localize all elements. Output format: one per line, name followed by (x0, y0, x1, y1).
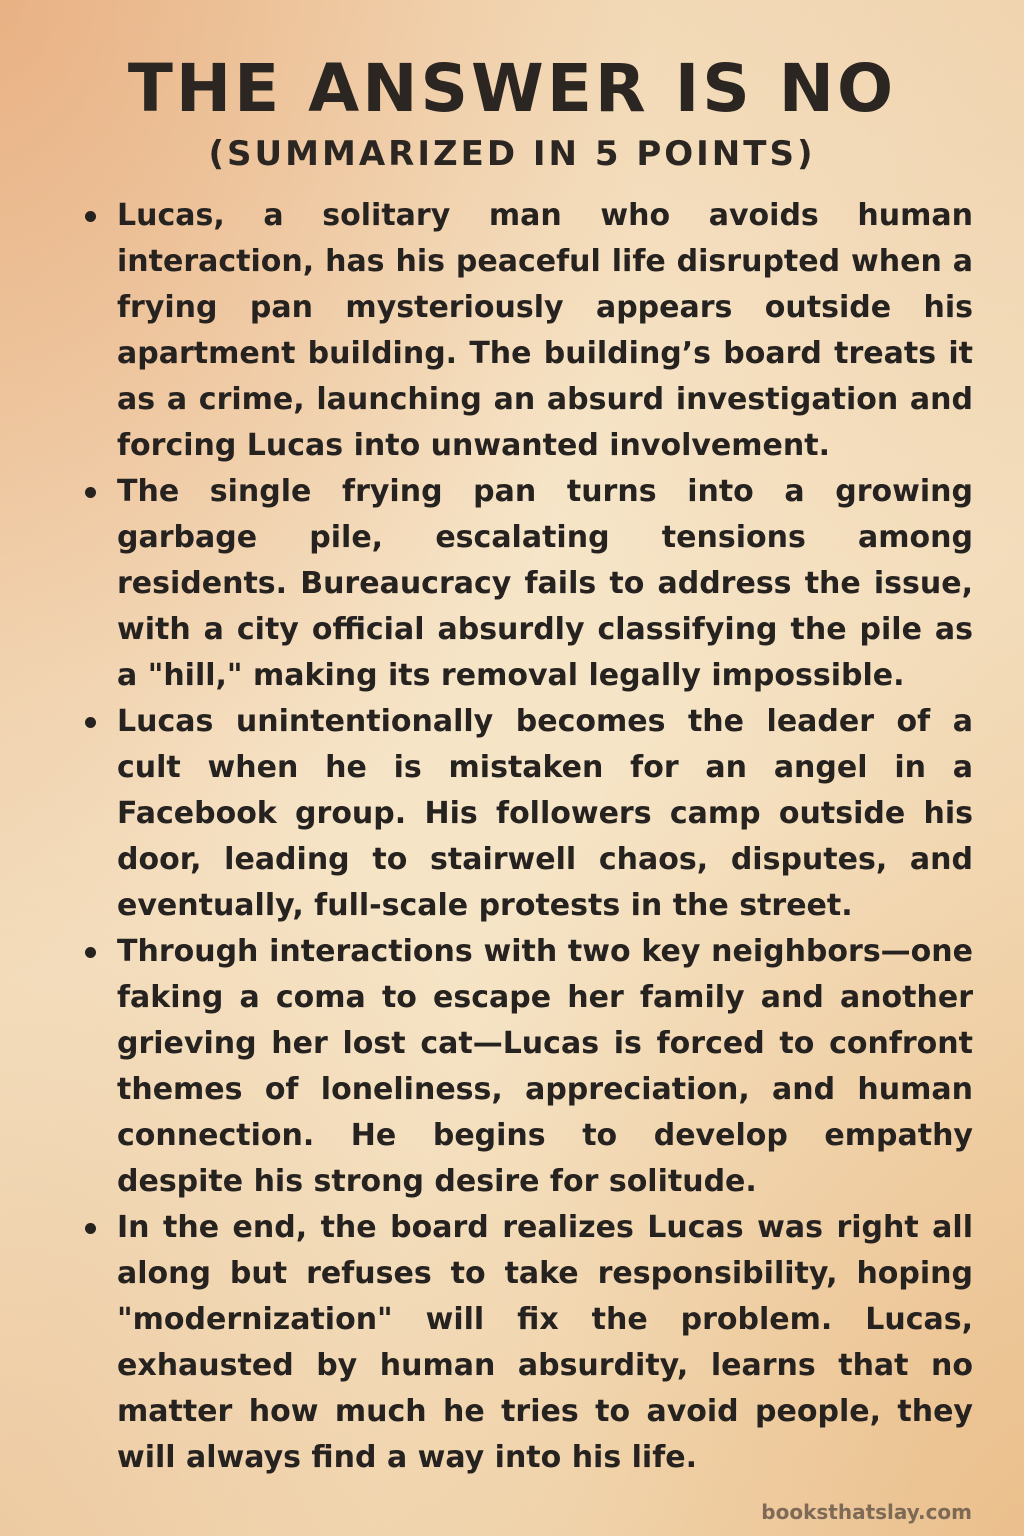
bullet-icon (85, 487, 96, 498)
summary-point (80, 699, 973, 929)
summary-point (80, 469, 973, 699)
summary-points-list (80, 193, 973, 1481)
site-watermark: booksthatslay.com (761, 1500, 972, 1524)
bullet-icon (85, 947, 96, 958)
bullet-icon (85, 1223, 96, 1234)
bullet-icon (85, 717, 96, 728)
poster-title: THE ANSWER IS NO (127, 50, 897, 127)
bullet-icon (85, 211, 96, 222)
summary-point-text: In the end, the board realizes Lucas was right all along but refuses to take responsibility, hoping "modernization" will fix the problem. Lucas, exhausted by human absurdity, learns that no matter how much he tries to avoid people, they will always find a way into his life. (117, 1210, 973, 1475)
summary-point (80, 193, 973, 469)
summary-point-text: The single frying pan turns into a growing garbage pile, escalating tensions among residents. Bureaucracy fails to address the issue, with a city official absurdly classifying the pile as a "hill," making its removal legally impossible. (117, 474, 973, 693)
summary-point-text: Lucas unintentionally becomes the leader of a cult when he is mistaken for an angel in a Facebook group. His followers camp outside his door, leading to stairwell chaos, disputes, and eventually, full-scale protests in the street. (117, 704, 973, 923)
summary-point (80, 929, 973, 1205)
poster-subtitle: (SUMMARIZED IN 5 POINTS) (208, 134, 816, 174)
summary-point (80, 1205, 973, 1481)
summary-point-text: Lucas, a solitary man who avoids human interaction, has his peaceful life disrupted when a frying pan mysteriously appears outside his apartment building. The building’s board treats it as a crime, launching an absurd investigation and forcing Lucas into unwanted involvement. (117, 198, 973, 463)
summary-point-text: Through interactions with two key neighbors—one faking a coma to escape her family and another grieving her lost cat—Lucas is forced to confront themes of loneliness, appreciation, and human connection. He begins to develop empathy despite his strong desire for solitude. (117, 934, 973, 1199)
